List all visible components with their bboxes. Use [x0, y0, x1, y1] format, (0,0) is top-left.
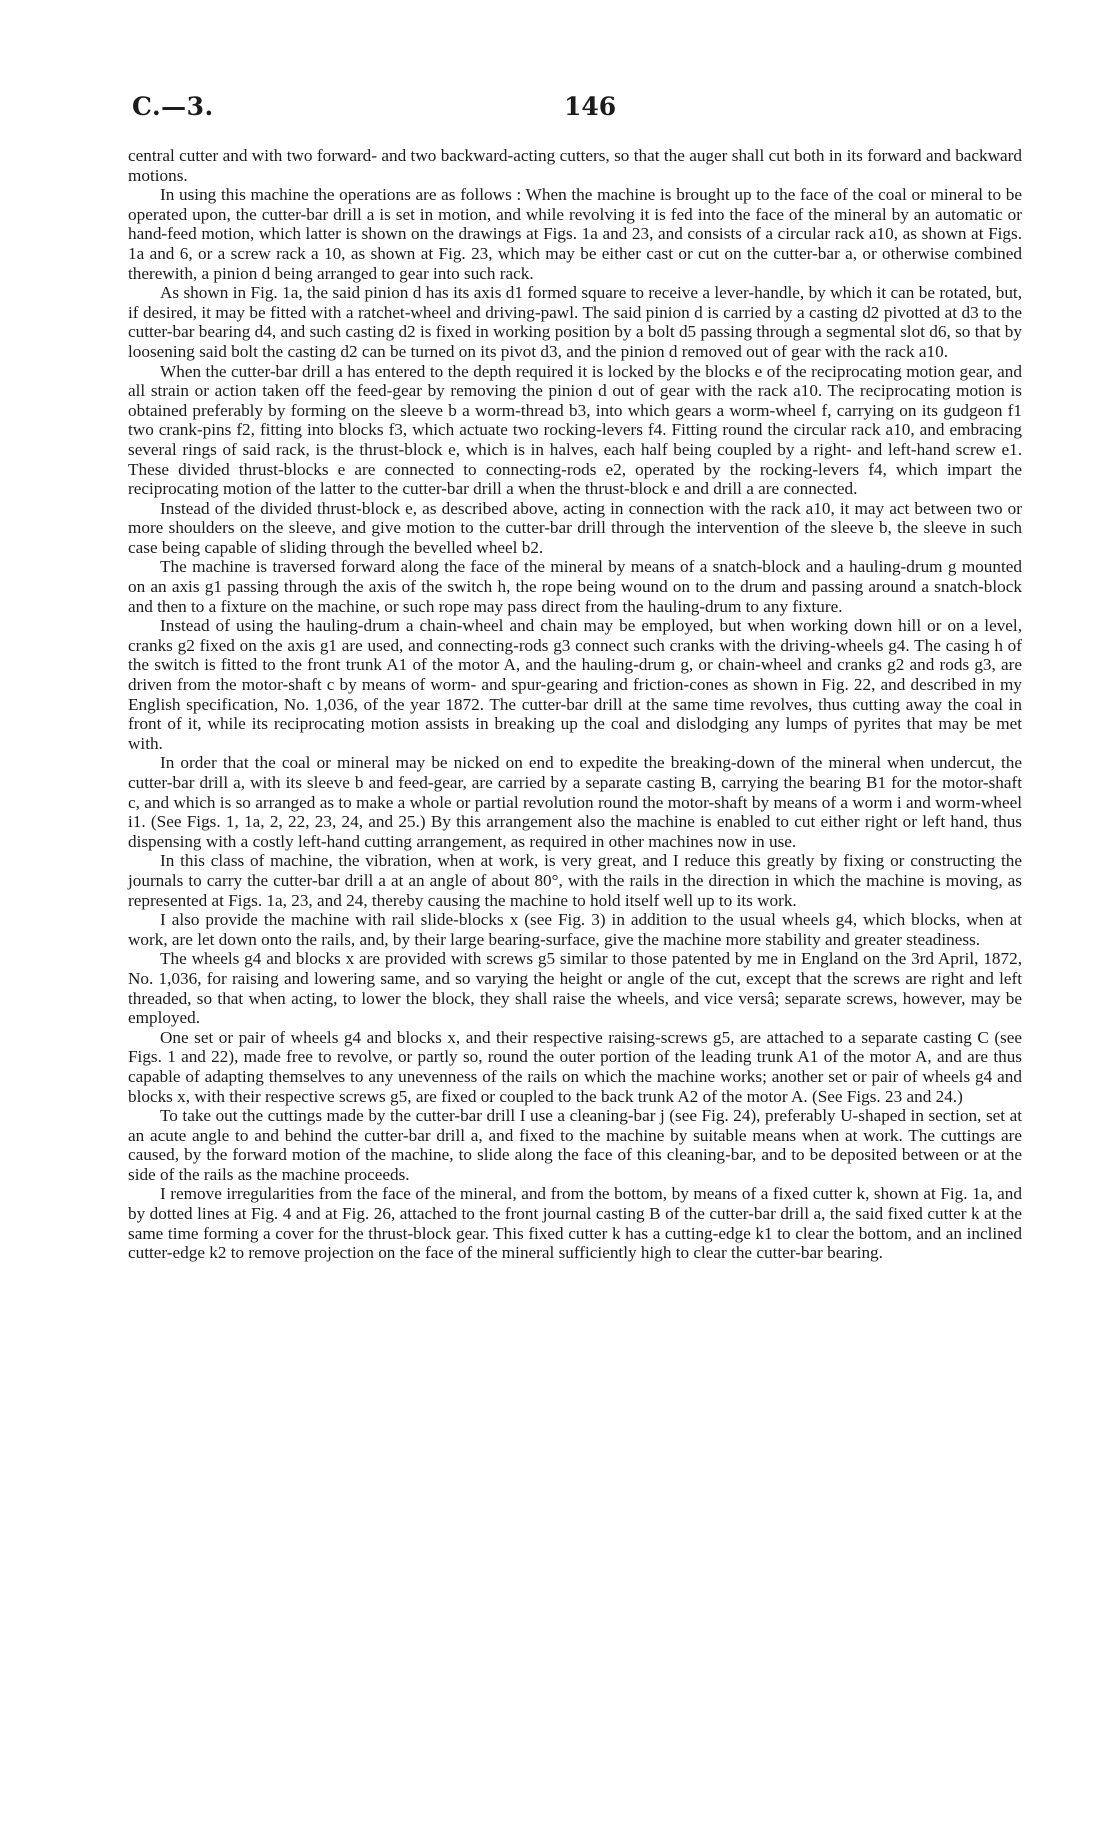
paragraph: I also provide the machine with rail slide-blocks x (see Fig. 3) in addition to the usual wheels g4, which blocks, when at work, are let down onto the rails, and, by their large bearing-surface, give the machine more stability and greater steadiness.	[128, 910, 1022, 949]
paragraph: central cutter and with two forward- and two backward-acting cutters, so that the auger shall cut both in its forward and backward motions.	[128, 146, 1022, 185]
paragraph: I remove irregularities from the face of the mineral, and from the bottom, by means of a fixed cutter k, shown at Fig. 1a, and by dotted lines at Fig. 4 and at Fig. 26, attached to the front journal casting B of the cutter-bar drill a, the said fixed cutter k at the same time forming a cover for the thrust-block gear. This fixed cutter k has a cutting-edge k1 to clear the bottom, and an inclined cutter-edge k2 to remove projection on the face of the mineral sufficiently high to clear the cutter-bar bearing.	[128, 1184, 1022, 1263]
paragraph: The machine is traversed forward along the face of the mineral by means of a snatch-block and a hauling-drum g mounted on an axis g1 passing through the axis of the switch h, the rope being wound on to the drum and passing around a snatch-block and then to a fixture on the machine, or such rope may pass direct from the hauling-drum to any fixture.	[128, 557, 1022, 616]
paragraph: One set or pair of wheels g4 and blocks x, and their respective raising-screws g5, are attached to a separate casting C (see Figs. 1 and 22), made free to revolve, or partly so, round the outer portion of the leading trunk A1 of the motor A, and are thus capable of adapting themselves to any unevenness of the rails on which the machine works; another set or pair of wheels g4 and blocks x, with their respective screws g5, are fixed or coupled to the back trunk A2 of the motor A. (See Figs. 23 and 24.)	[128, 1027, 1022, 1106]
paragraph: As shown in Fig. 1a, the said pinion d has its axis d1 formed square to receive a lever-handle, by which it can be rotated, but, if desired, it may be fitted with a ratchet-wheel and driving-pawl. The said pinion d is carried by a casting d2 pivotted at d3 to the cutter-bar bearing d4, and such casting d2 is fixed in working position by a bolt d5 passing through a segmental slot d6, so that by loosening said bolt the casting d2 can be turned on its pivot d3, and the pinion d removed out of gear with the rack a10.	[128, 283, 1022, 361]
page-header	[128, 92, 1022, 132]
paragraph: Instead of the divided thrust-block e, as described above, acting in connection with the rack a10, it may act between two or more shoulders on the sleeve, and give motion to the cutter-bar drill through the intervention of the sleeve b, the sleeve in such case being capable of sliding through the bevelled wheel b2.	[128, 498, 1022, 557]
document-reference: C.—3.	[132, 92, 214, 121]
page-number: 146	[564, 92, 617, 121]
paragraph: In this class of machine, the vibration, when at work, is very great, and I reduce this greatly by fixing or constructing the journals to carry the cutter-bar drill a at an angle of about 80°, with the rails in the direction in which the machine is moving, as represented at Figs. 1a, 23, and 24, thereby causing the machine to hold itself well up to its work.	[128, 851, 1022, 910]
paragraph: Instead of using the hauling-drum a chain-wheel and chain may be employed, but when working down hill or on a level, cranks g2 fixed on the axis g1 are used, and connecting-rods g3 connect such cranks with the driving-wheels g4. The casing h of the switch is fitted to the front trunk A1 of the motor A, and the hauling-drum g, or chain-wheel and cranks g2 and rods g3, are driven from the motor-shaft c by means of worm- and spur-gearing and friction-cones as shown in Fig. 22, and described in my English specification, No. 1,036, of the year 1872. The cutter-bar drill at the same time revolves, thus cutting away the coal in front of it, while its reciprocating motion assists in breaking up the coal and dislodging any lumps of pyrites that may be met with.	[128, 616, 1022, 753]
paragraph: To take out the cuttings made by the cutter-bar drill I use a cleaning-bar j (see Fig. 24), preferably U-shaped in section, set at an acute angle to and behind the cutter-bar drill a, and fixed to the machine by suitable means when at work. The cuttings are caused, by the forward motion of the machine, to slide along the face of this cleaning-bar, and to be deposited between or at the side of the rails as the machine proceeds.	[128, 1106, 1022, 1184]
paragraph: The wheels g4 and blocks x are provided with screws g5 similar to those patented by me in England on the 3rd April, 1872, No. 1,036, for raising and lowering same, and so varying the height or angle of the cut, except that the screws are right and left threaded, so that when acting, to lower the block, they shall raise the wheels, and vice versâ; separate screws, however, may be employed.	[128, 949, 1022, 1028]
paragraph: In using this machine the operations are as follows : When the machine is brought up to the face of the coal or mineral to be operated upon, the cutter-bar drill a is set in motion, and while revolving it is fed into the face of the mineral by an automatic or hand-feed motion, which latter is shown on the drawings at Figs. 1a and 23, and consists of a circular rack a10, as shown at Figs. 1a and 6, or a screw rack a 10, as shown at Fig. 23, which may be either cast or cut on the cutter-bar a, or otherwise combined therewith, a pinion d being arranged to gear into such rack.	[128, 185, 1022, 283]
body-text	[128, 146, 1022, 1263]
paragraph: In order that the coal or mineral may be nicked on end to expedite the breaking-down of the mineral when undercut, the cutter-bar drill a, with its sleeve b and feed-gear, are carried by a separate casting B, carrying the bearing B1 for the motor-shaft c, and which is so arranged as to make a whole or partial revolution round the motor-shaft by means of a worm i and worm-wheel i1. (See Figs. 1, 1a, 2, 22, 23, 24, and 25.) By this arrangement also the machine is enabled to cut either right or left hand, thus dispensing with a costly left-hand cutting arrangement, as required in other machines now in use.	[128, 753, 1022, 851]
paragraph: When the cutter-bar drill a has entered to the depth required it is locked by the blocks e of the reciprocating motion gear, and all strain or action taken off the feed-gear by removing the pinion d out of gear with the rack a10. The reciprocating motion is obtained preferably by forming on the sleeve b a worm-thread b3, into which gears a worm-wheel f, carrying on its gudgeon f1 two crank-pins f2, fitting into blocks f3, which actuate two rocking-levers f4. Fitting round the circular rack a10, and embracing several rings of said rack, is the thrust-block e, which is in halves, each half being coupled by a right- and left-hand screw e1. These divided thrust-blocks e are connected to connecting-rods e2, operated by the rocking-levers f4, which impart the reciprocating motion of the latter to the cutter-bar drill a when the thrust-block e and drill a are connected.	[128, 361, 1022, 499]
